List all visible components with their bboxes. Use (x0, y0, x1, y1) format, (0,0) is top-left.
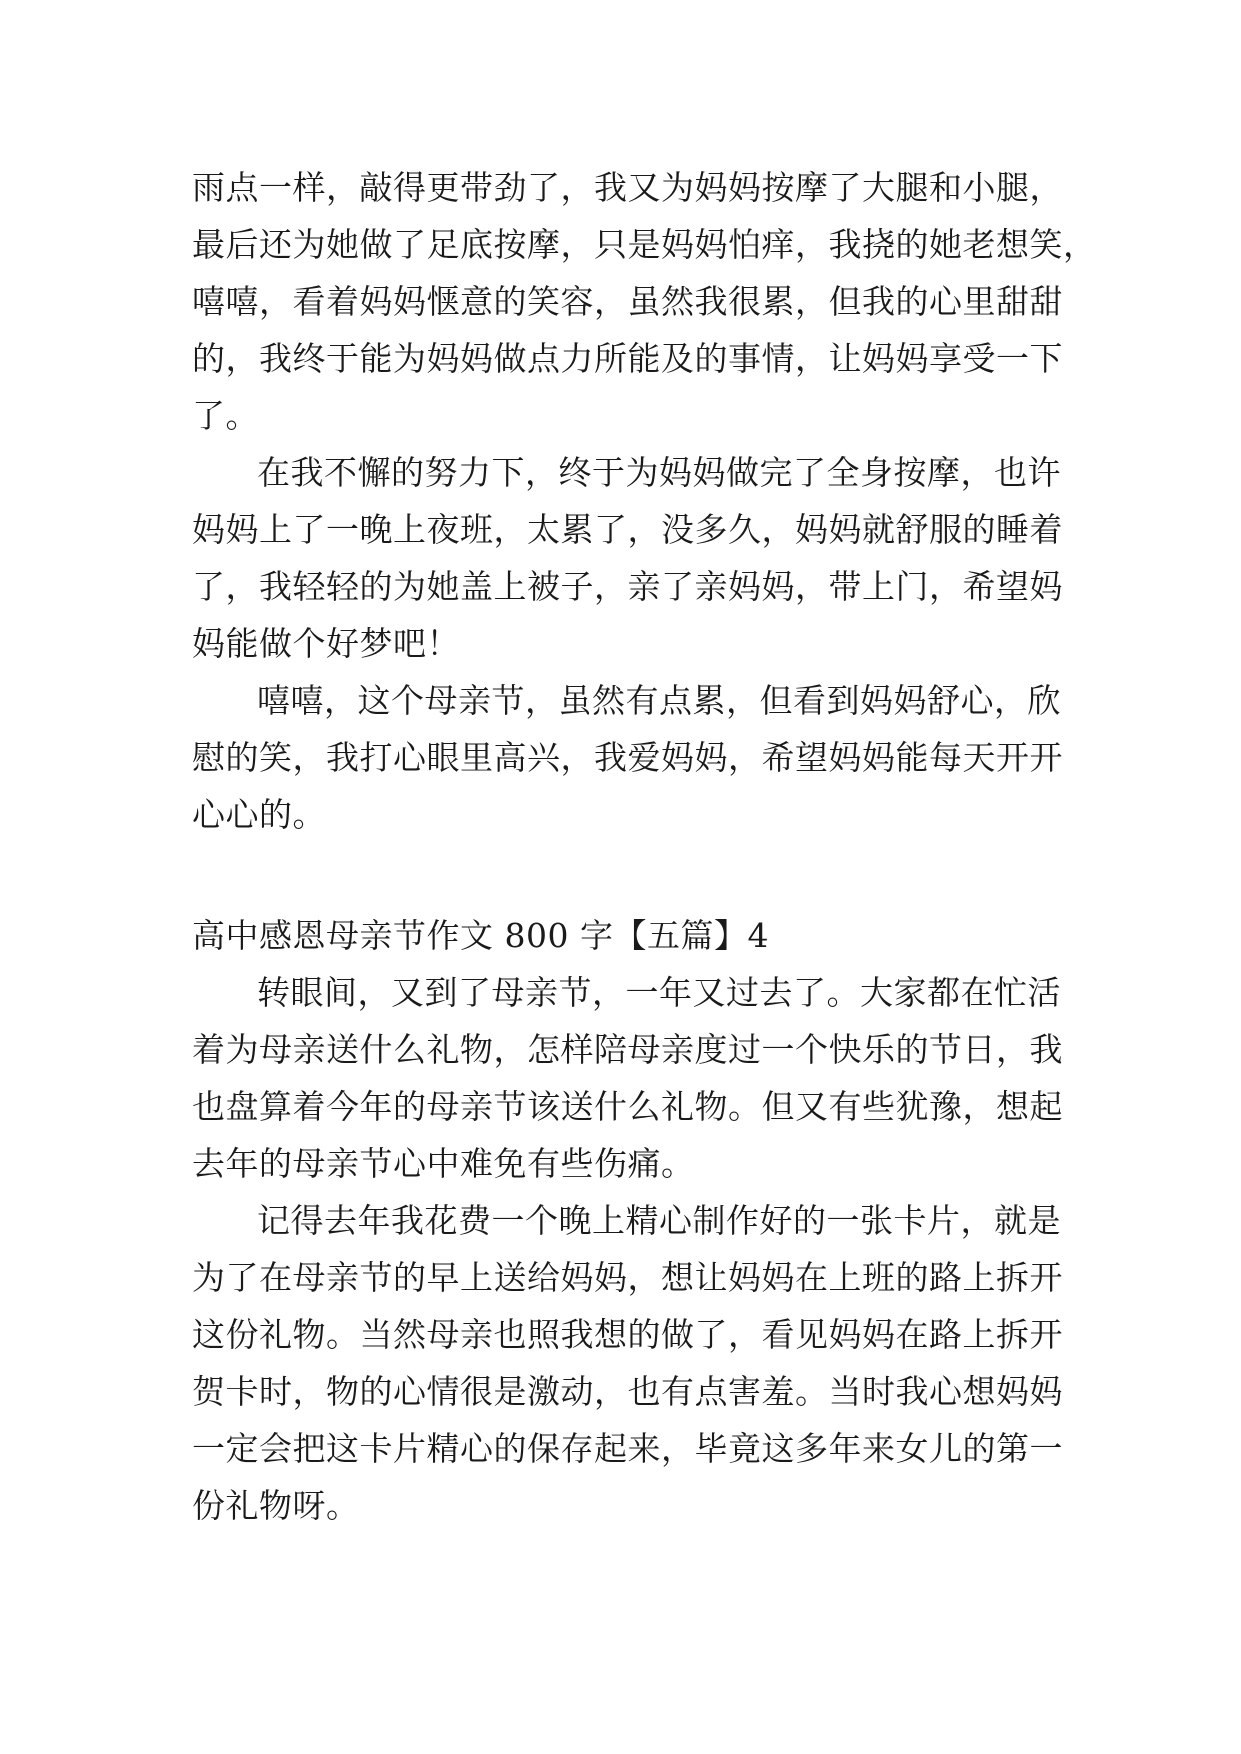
text-line: 心心的。 (192, 795, 326, 834)
text-line: 这份礼物。当然母亲也照我想的做了，看见妈妈在路上拆开 (192, 1315, 1063, 1354)
text-line: 雨点一样，敲得更带劲了，我又为妈妈按摩了大腿和小腿， (192, 168, 1063, 207)
text-line: 妈能做个好梦吧！ (192, 624, 460, 663)
section-heading: 高中感恩母亲节作文 800 字【五篇】4 (192, 916, 769, 955)
paragraph-first-line: 在我不懈的努力下，终于为妈妈做完了全身按摩，也许 (257, 453, 1061, 492)
text-line: 着为母亲送什么礼物，怎样陪母亲度过一个快乐的节日，我 (192, 1030, 1063, 1069)
text-line: 也盘算着今年的母亲节该送什么礼物。但又有些犹豫，想起 (192, 1087, 1063, 1126)
text-line: 最后还为她做了足底按摩，只是妈妈怕痒，我挠的她老想笑， (192, 225, 1097, 264)
text-line: 嘻嘻，看着妈妈惬意的笑容，虽然我很累，但我的心里甜甜 (192, 282, 1063, 321)
paragraph-first-line: 记得去年我花费一个晚上精心制作好的一张卡片，就是 (257, 1201, 1061, 1240)
text-line: 的，我终于能为妈妈做点力所能及的事情，让妈妈享受一下 (192, 339, 1063, 378)
text-line: 了，我轻轻的为她盖上被子，亲了亲妈妈，带上门，希望妈 (192, 567, 1063, 606)
text-line: 一定会把这卡片精心的保存起来，毕竟这多年来女儿的第一 (192, 1429, 1063, 1468)
text-line: 贺卡时，物的心情很是激动，也有点害羞。当时我心想妈妈 (192, 1372, 1063, 1411)
text-line: 去年的母亲节心中难免有些伤痛。 (192, 1144, 695, 1183)
text-line: 为了在母亲节的早上送给妈妈，想让妈妈在上班的路上拆开 (192, 1258, 1063, 1297)
text-line: 慰的笑，我打心眼里高兴，我爱妈妈，希望妈妈能每天开开 (192, 738, 1063, 777)
text-line: 了。 (192, 396, 259, 435)
text-line: 份礼物呀。 (192, 1486, 360, 1525)
paragraph-first-line: 转眼间，又到了母亲节，一年又过去了。大家都在忙活 (257, 973, 1061, 1012)
text-line: 妈妈上了一晚上夜班，太累了，没多久，妈妈就舒服的睡着 (192, 510, 1063, 549)
paragraph-first-line: 嘻嘻，这个母亲节，虽然有点累，但看到妈妈舒心，欣 (257, 681, 1061, 720)
